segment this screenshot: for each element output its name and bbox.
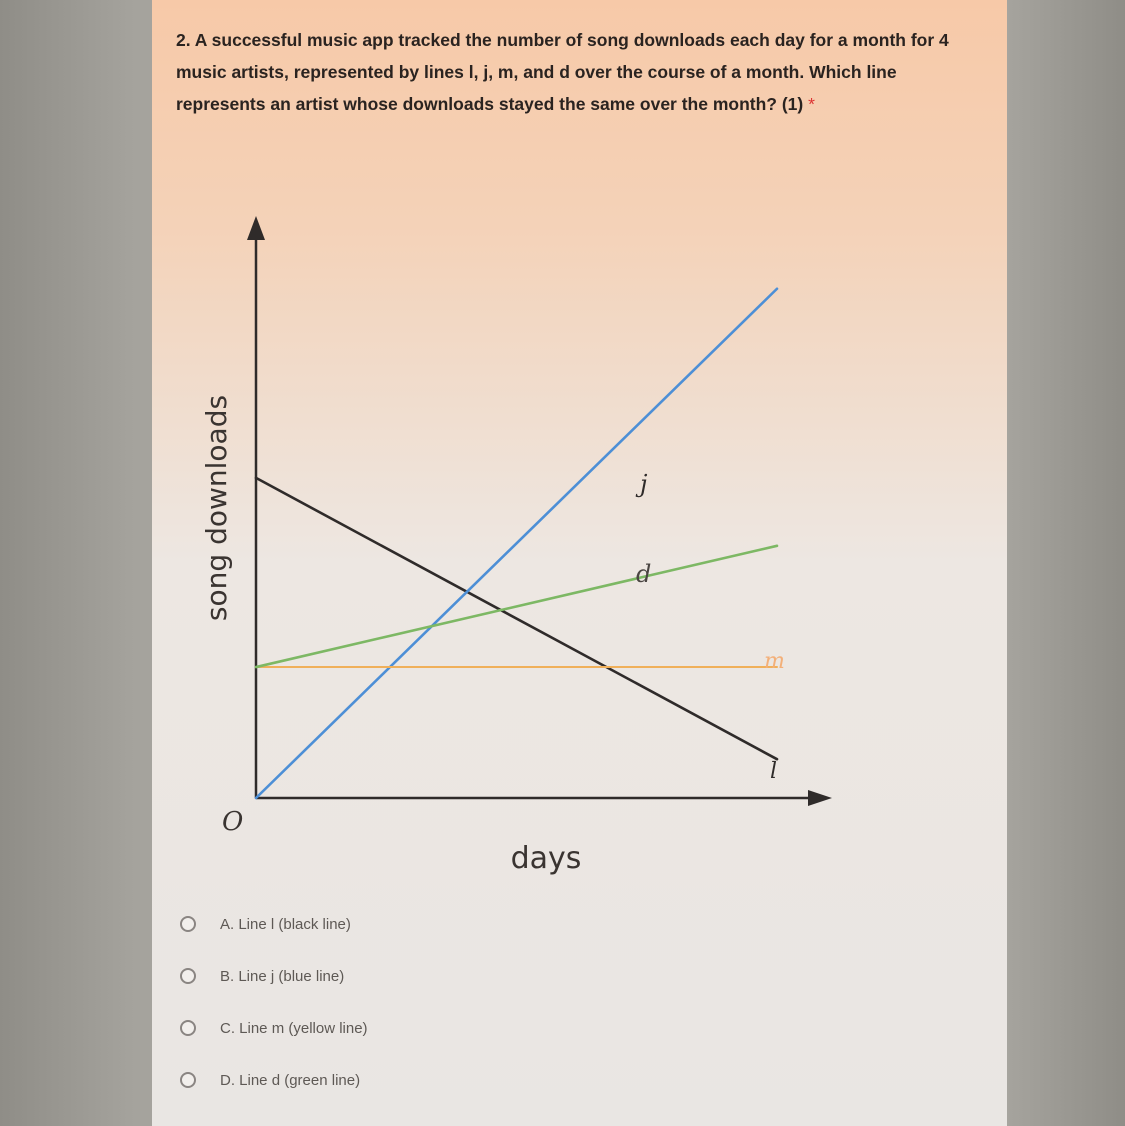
option-a-label: A. Line l (black line) [220,915,351,933]
graph-labels [200,395,785,876]
series-label-d: d [636,560,652,588]
series-line-j [256,289,777,798]
radio-d[interactable] [180,1072,196,1088]
series-line-l [256,478,777,759]
option-c[interactable] [180,1002,680,1054]
origin-label: O [222,807,244,837]
answer-options [180,898,680,1106]
question-body: 2. A successful music app tracked the number of song downloads each day for a month for 4 music artists, represented by lines l, j, m, and d over the course of a month. Which line represents an artist whose downloads stayed the same over the month? (1) [176,30,949,114]
x-axis-label: days [510,841,582,876]
radio-a[interactable] [180,916,196,932]
x-axis-arrow [808,790,832,806]
question-card [152,0,1007,1126]
radio-c[interactable] [180,1020,196,1036]
series-line-d [256,546,777,667]
option-c-label: C. Line m (yellow line) [220,1019,368,1037]
series-label-m: m [764,649,785,674]
graph-axes [247,216,832,806]
graph-lines [256,289,777,798]
radio-b[interactable] [180,968,196,984]
option-b[interactable] [180,950,680,1002]
y-axis-arrow [247,216,265,240]
option-d-label: D. Line d (green line) [220,1071,361,1089]
line-graph [152,0,1007,890]
required-asterisk: * [808,94,815,114]
series-label-l: l [770,759,778,784]
series-label-j: j [640,470,648,498]
option-d[interactable] [180,1054,680,1106]
option-b-label: B. Line j (blue line) [220,967,345,985]
y-axis-label: song downloads [200,394,233,622]
option-a[interactable] [180,898,680,950]
